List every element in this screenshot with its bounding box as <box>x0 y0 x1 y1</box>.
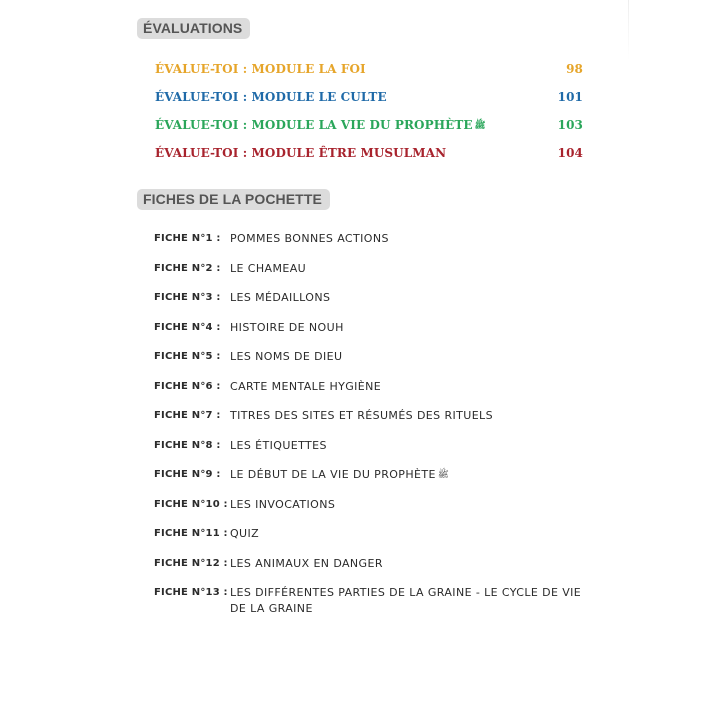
fiche-entry[interactable] <box>154 585 584 615</box>
fiche-number: FICHE N°5 : <box>154 351 221 362</box>
fiche-title-text: LES DIFFÉRENTES PARTIES DE LA GRAINE - LE CYCLE DE VIE DE LA GRAINE <box>230 586 582 615</box>
fiche-title <box>230 379 582 395</box>
fiche-title-text: LE CHAMEAU <box>230 261 307 275</box>
fiche-title-text: HISTOIRE DE NOUH <box>230 320 344 334</box>
evaluation-label: ÉVALUE-TOI : MODULE ÊTRE MUSULMAN <box>155 146 447 160</box>
fiche-title-text: LES NOMS DE DIEU <box>230 350 343 363</box>
evaluation-entry[interactable] <box>155 59 583 87</box>
fiche-title-text: POMMES BONNES ACTIONS <box>230 232 389 245</box>
fiche-entry[interactable] <box>154 379 584 409</box>
fiche-number: FICHE N°2 : <box>154 262 221 274</box>
fiche-entry[interactable] <box>154 526 584 556</box>
fiche-entry[interactable] <box>154 261 584 291</box>
evaluation-page-number: 103 <box>557 118 583 132</box>
fiche-number: FICHE N°6 : <box>154 380 221 392</box>
fiche-entry[interactable] <box>154 231 584 261</box>
fiche-number: FICHE N°7 : <box>154 410 221 421</box>
fiche-title-text: LES ANIMAUX EN DANGER <box>230 556 383 570</box>
fiche-number: FICHE N°11 : <box>154 528 228 539</box>
section-heading-fiches: FICHES DE LA POCHETTE <box>137 189 330 210</box>
evaluation-entry[interactable] <box>155 143 583 171</box>
fiche-entry[interactable] <box>154 556 584 586</box>
fiche-entry[interactable] <box>154 467 584 497</box>
evaluation-page-number: 104 <box>557 146 583 160</box>
fiches-list <box>154 231 584 615</box>
evaluations-list <box>155 59 583 171</box>
section-heading-evaluations: ÉVALUATIONS <box>137 18 250 39</box>
evaluation-label: ÉVALUE-TOI : MODULE LA FOI <box>155 62 366 76</box>
fiche-number: FICHE N°8 : <box>154 439 221 451</box>
fiche-title-text: LES INVOCATIONS <box>230 497 336 511</box>
fiche-title-text: LES ÉTIQUETTES <box>230 438 327 452</box>
fiche-number: FICHE N°13 : <box>154 587 228 598</box>
fiche-title <box>230 320 582 336</box>
fiche-title <box>230 231 582 247</box>
fiche-title <box>230 526 582 542</box>
fiche-title <box>230 467 582 483</box>
page-edge-divider <box>628 0 629 60</box>
fiche-number: FICHE N°10 : <box>154 498 228 510</box>
fiche-number: FICHE N°3 : <box>154 292 221 303</box>
evaluation-entry[interactable] <box>155 115 583 143</box>
fiche-title <box>230 556 582 572</box>
fiche-title-text: TITRES DES SITES ET RÉSUMÉS DES RITUELS <box>230 409 493 422</box>
fiche-title <box>230 408 582 424</box>
fiche-number: FICHE N°1 : <box>154 233 221 244</box>
fiche-number: FICHE N°9 : <box>154 469 221 480</box>
fiche-entry[interactable] <box>154 349 584 379</box>
fiche-title-text: QUIZ <box>230 527 260 540</box>
fiche-title <box>230 290 582 306</box>
fiche-entry[interactable] <box>154 320 584 350</box>
evaluation-label: ÉVALUE-TOI : MODULE LA VIE DU PROPHÈTE <box>155 118 473 132</box>
evaluation-page-number: 98 <box>566 62 583 76</box>
fiche-title <box>230 349 582 365</box>
evaluation-label: ÉVALUE-TOI : MODULE LE CULTE <box>155 90 387 104</box>
fiche-title <box>230 497 582 513</box>
evaluation-entry[interactable] <box>155 87 583 115</box>
fiche-number: FICHE N°12 : <box>154 557 228 569</box>
fiche-number: FICHE N°4 : <box>154 321 221 333</box>
fiche-title-text: LES MÉDAILLONS <box>230 291 331 304</box>
evaluation-page-number: 101 <box>557 90 583 104</box>
fiche-title <box>230 585 582 617</box>
fiche-title-text: LE DÉBUT DE LA VIE DU PROPHÈTE <box>230 468 436 481</box>
honorific-glyph: ﷺ <box>474 121 486 131</box>
fiche-entry[interactable] <box>154 408 584 438</box>
honorific-glyph: ﷺ <box>437 470 449 480</box>
fiche-title <box>230 438 582 454</box>
fiche-entry[interactable] <box>154 438 584 468</box>
fiche-title-text: CARTE MENTALE HYGIÈNE <box>230 379 382 393</box>
fiche-entry[interactable] <box>154 497 584 527</box>
fiche-title <box>230 261 582 277</box>
fiche-entry[interactable] <box>154 290 584 320</box>
